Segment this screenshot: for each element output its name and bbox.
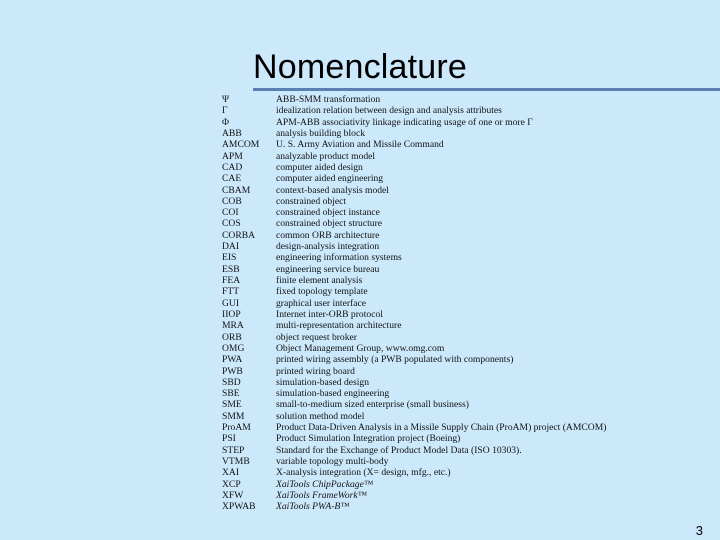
term-definition: Product Simulation Integration project (Boeing) bbox=[276, 433, 461, 445]
list-item bbox=[222, 445, 652, 456]
list-item bbox=[222, 252, 652, 263]
term-definition: X-analysis integration (X= design, mfg., etc.) bbox=[276, 467, 451, 479]
term-abbreviation: APM bbox=[222, 150, 243, 162]
list-item bbox=[222, 422, 652, 433]
list-item bbox=[222, 298, 652, 309]
list-item bbox=[222, 456, 652, 467]
term-abbreviation: EIS bbox=[222, 252, 237, 264]
term-abbreviation: SBE bbox=[222, 388, 240, 400]
list-item bbox=[222, 433, 652, 444]
term-definition: APM-ABB associativity linkage indicating usage of one or more Γ bbox=[276, 116, 533, 128]
title-divider bbox=[253, 88, 720, 91]
term-abbreviation: Φ bbox=[222, 116, 230, 128]
term-definition: design-analysis integration bbox=[276, 241, 380, 253]
term-abbreviation: MRA bbox=[222, 320, 244, 332]
term-abbreviation: PWA bbox=[222, 354, 243, 366]
list-item bbox=[222, 218, 652, 229]
term-definition: idealization relation between design and analysis attributes bbox=[276, 105, 502, 117]
list-item bbox=[222, 196, 652, 207]
term-definition: constrained object structure bbox=[276, 218, 383, 230]
term-abbreviation: CORBA bbox=[222, 229, 256, 241]
term-abbreviation: COS bbox=[222, 218, 241, 230]
list-item bbox=[222, 501, 652, 512]
term-abbreviation: GUI bbox=[222, 297, 240, 309]
term-definition: analysis building block bbox=[276, 127, 365, 139]
term-abbreviation: SME bbox=[222, 399, 242, 411]
list-item bbox=[222, 377, 652, 388]
term-abbreviation: ABB bbox=[222, 127, 242, 139]
list-item bbox=[222, 366, 652, 377]
term-definition: printed wiring assembly (a PWB populated with components) bbox=[276, 354, 514, 366]
term-abbreviation: STEP bbox=[222, 444, 245, 456]
list-item bbox=[222, 275, 652, 286]
term-abbreviation: SMM bbox=[222, 410, 245, 422]
list-item bbox=[222, 139, 652, 150]
list-item bbox=[222, 354, 652, 365]
term-abbreviation: COI bbox=[222, 207, 239, 219]
term-abbreviation: SBD bbox=[222, 376, 241, 388]
term-definition: XaiTools ChipPackage™ bbox=[276, 478, 374, 490]
term-abbreviation: Ψ bbox=[222, 94, 230, 105]
term-definition: Standard for the Exchange of Product Model Data (ISO 10303). bbox=[276, 444, 522, 456]
term-definition: constrained object instance bbox=[276, 207, 380, 219]
term-abbreviation: ESB bbox=[222, 263, 240, 275]
term-abbreviation: FEA bbox=[222, 275, 241, 286]
term-definition: constrained object bbox=[276, 195, 347, 207]
slide-title: Nomenclature bbox=[252, 48, 468, 86]
term-definition: finite element analysis bbox=[276, 275, 363, 286]
term-abbreviation: PSI bbox=[222, 433, 236, 445]
list-item bbox=[222, 332, 652, 343]
page-number: 3 bbox=[695, 523, 703, 538]
term-abbreviation: ORB bbox=[222, 331, 242, 343]
term-definition: ABB-SMM transformation bbox=[276, 94, 381, 105]
term-definition: solution method model bbox=[276, 410, 365, 422]
list-item bbox=[222, 151, 652, 162]
term-definition: context-based analysis model bbox=[276, 184, 389, 196]
term-abbreviation: XAI bbox=[222, 467, 240, 479]
list-item bbox=[222, 185, 652, 196]
term-abbreviation: IIOP bbox=[222, 308, 241, 320]
list-item bbox=[222, 230, 652, 241]
list-item bbox=[222, 162, 652, 173]
list-item bbox=[222, 490, 652, 501]
term-definition: XaiTools PWA-B™ bbox=[276, 501, 350, 513]
term-abbreviation: CAD bbox=[222, 161, 243, 173]
term-definition: variable topology multi-body bbox=[276, 456, 389, 467]
list-item bbox=[222, 467, 652, 478]
term-abbreviation: FTT bbox=[222, 286, 240, 298]
term-definition: small-to-medium sized enterprise (small business) bbox=[276, 399, 469, 411]
list-item bbox=[222, 207, 652, 218]
term-definition: graphical user interface bbox=[276, 297, 367, 309]
term-definition: analyzable product model bbox=[276, 150, 376, 162]
term-abbreviation: COB bbox=[222, 195, 242, 207]
list-item bbox=[222, 479, 652, 490]
term-definition: engineering information systems bbox=[276, 252, 402, 264]
list-item bbox=[222, 94, 652, 105]
list-item bbox=[222, 173, 652, 184]
term-definition: object request broker bbox=[276, 331, 357, 343]
list-item bbox=[222, 264, 652, 275]
term-definition: computer aided engineering bbox=[276, 173, 384, 185]
term-definition: XaiTools FrameWork™ bbox=[276, 489, 368, 501]
list-item bbox=[222, 241, 652, 252]
term-definition: Internet inter-ORB protocol bbox=[276, 308, 383, 320]
term-definition: Product Data-Driven Analysis in a Missile Supply Chain (ProAM) project (AMCOM) bbox=[276, 422, 607, 434]
list-item bbox=[222, 128, 652, 139]
term-abbreviation: AMCOM bbox=[222, 139, 260, 151]
term-definition: U. S. Army Aviation and Missile Command bbox=[276, 139, 444, 151]
term-definition: fixed topology template bbox=[276, 286, 368, 298]
list-item bbox=[222, 388, 652, 399]
nomenclature-list bbox=[222, 94, 652, 513]
list-item bbox=[222, 399, 652, 410]
list-item bbox=[222, 411, 652, 422]
term-definition: Object Management Group, www.omg.com bbox=[276, 342, 445, 354]
term-definition: engineering service bureau bbox=[276, 263, 380, 275]
list-item bbox=[222, 117, 652, 128]
term-definition: simulation-based design bbox=[276, 376, 369, 388]
list-item bbox=[222, 343, 652, 354]
term-abbreviation: XCP bbox=[222, 478, 241, 490]
term-abbreviation: VTMB bbox=[222, 456, 250, 467]
list-item bbox=[222, 320, 652, 331]
term-abbreviation: XFW bbox=[222, 489, 244, 501]
list-item bbox=[222, 105, 652, 116]
term-definition: printed wiring board bbox=[276, 365, 355, 377]
term-definition: computer aided design bbox=[276, 161, 363, 173]
list-item bbox=[222, 286, 652, 297]
term-definition: common ORB architecture bbox=[276, 229, 380, 241]
term-abbreviation: CAE bbox=[222, 173, 242, 185]
term-abbreviation: PWB bbox=[222, 365, 243, 377]
term-abbreviation: CBAM bbox=[222, 184, 251, 196]
term-abbreviation: ProAM bbox=[222, 422, 251, 434]
term-abbreviation: Γ bbox=[222, 105, 228, 117]
term-abbreviation: XPWAB bbox=[222, 501, 256, 513]
term-abbreviation: OMG bbox=[222, 342, 245, 354]
list-item bbox=[222, 309, 652, 320]
term-abbreviation: DAI bbox=[222, 241, 240, 253]
term-definition: multi-representation architecture bbox=[276, 320, 402, 332]
term-definition: simulation-based engineering bbox=[276, 388, 390, 400]
